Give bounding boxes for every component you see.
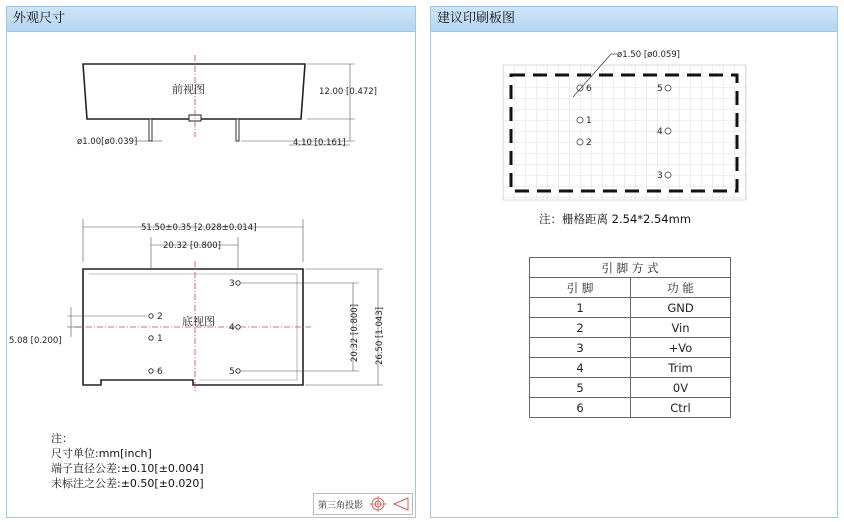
pin-function: GND	[631, 298, 731, 318]
notes	[51, 431, 204, 491]
pin-column-header: 引 脚	[530, 278, 631, 298]
pin-number: 3	[530, 338, 631, 358]
notes-line: 尺寸单位:mm[inch]	[51, 447, 152, 460]
notes-line: 端子直径公差:±0.10[±0.004]	[51, 462, 204, 475]
pin-number: 1	[530, 298, 631, 318]
notes-line: 未标注之公差:±0.50[±0.020]	[51, 477, 204, 490]
table-row	[530, 358, 731, 378]
pin-function: +Vo	[631, 338, 731, 358]
projection-symbol-box	[313, 493, 413, 515]
pin-function: Trim	[631, 358, 731, 378]
pin-label: 2	[157, 312, 163, 322]
table-row	[530, 298, 731, 318]
pin-length-dim: 4.10 [0.161]	[293, 138, 346, 148]
pin-table-title: 引 脚 方 式	[530, 258, 731, 278]
front-view	[77, 55, 377, 148]
pin-diameter-dim: ø1.00[ø0.039]	[77, 137, 138, 147]
grid-note: 注：栅格距离 2.54*2.54mm	[539, 212, 692, 226]
pin-number: 2	[530, 318, 631, 338]
pcb-layout-panel	[430, 6, 838, 518]
pcb-pin-label: 3	[657, 171, 663, 181]
pcb-pin-label: 4	[657, 127, 663, 137]
table-row	[530, 398, 731, 418]
pcb-pin-label: 5	[657, 84, 663, 94]
table-row	[530, 318, 731, 338]
panel-title: 建议印刷板图	[431, 7, 837, 32]
function-column-header: 功 能	[631, 278, 731, 298]
pin-number: 6	[530, 398, 631, 418]
pin-label: 1	[157, 334, 163, 344]
pin-label: 3	[229, 279, 235, 289]
bottom-view-label: 底视图	[182, 315, 215, 328]
pin-offset-dim: 5.08 [0.200]	[9, 336, 62, 346]
table-row	[530, 378, 731, 398]
pcb-pin-label: 2	[586, 138, 592, 148]
pin-function: Vin	[631, 318, 731, 338]
bottom-view	[9, 219, 385, 393]
projection-label: 第三角投影	[318, 501, 364, 511]
height-dim: 12.00 [0.472]	[319, 87, 378, 97]
depth-dim: 26.50 [1.043]	[375, 306, 385, 365]
pcb-pin-label: 1	[586, 116, 592, 126]
pin-function: Ctrl	[631, 398, 731, 418]
pin-spacing-y-dim: 20.32 [0.800]	[350, 303, 360, 362]
pin-label: 6	[157, 367, 163, 377]
panel-title: 外观尺寸	[7, 7, 415, 32]
pin-function-table	[529, 257, 731, 418]
width-dim: 51.50±0.35 [2.028±0.014]	[141, 223, 257, 233]
outline-dimensions-panel	[6, 6, 416, 518]
pin-label: 4	[229, 323, 235, 333]
pin-label: 5	[229, 367, 235, 377]
pin-number: 4	[530, 358, 631, 378]
pcb-pin-label: 6	[586, 84, 592, 94]
pin-number: 5	[530, 378, 631, 398]
pin-function: 0V	[631, 378, 731, 398]
hole-diameter-dim: ø1.50 [ø0.059]	[617, 50, 680, 60]
pcb-grid	[503, 65, 746, 200]
pin-spacing-x-dim: 20.32 [0.800]	[163, 241, 222, 251]
third-angle-projection-icon	[314, 494, 412, 514]
table-row	[530, 338, 731, 358]
notes-heading: 注：	[51, 432, 73, 445]
front-view-label: 前视图	[172, 83, 205, 96]
